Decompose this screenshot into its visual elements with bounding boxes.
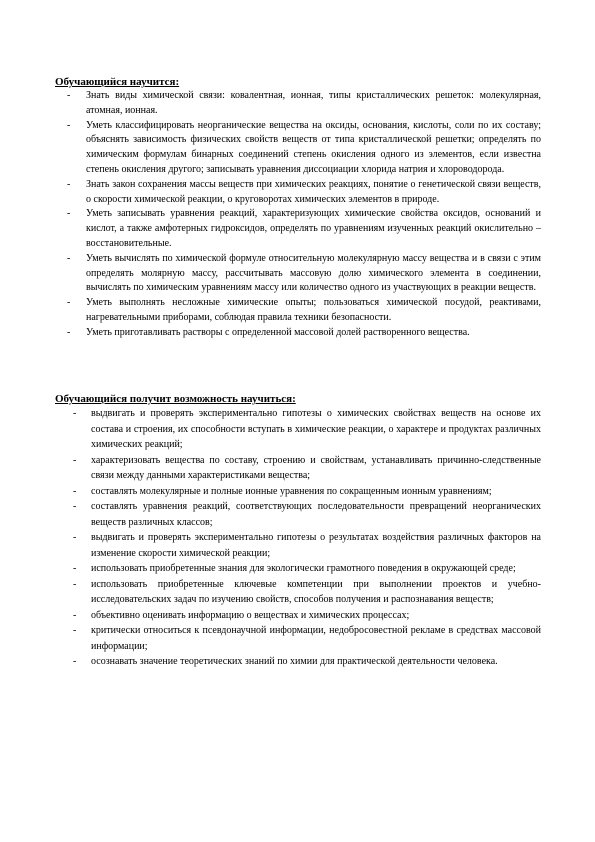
list-item-text: Уметь записывать уравнения реакций, характеризующих химические свойства оксидов, оснований и кислот, а также амфотерных гидроксидов, определять по уравнениям изученных реакций окислительно – восстановительные. — [86, 208, 541, 249]
list-item-text: выдвигать и проверять экспериментально гипотезы о химических свойствах веществ на основе их состава и строения, их способности вступать в химические реакции, о характере и продуктах различных химических реакций; — [91, 408, 541, 450]
outcomes-section-may-learn — [55, 392, 541, 670]
bullet-dash: - — [73, 485, 77, 497]
bullet-dash: - — [73, 408, 77, 419]
list-item-text: составлять молекулярные и полные ионные уравнения по сокращенным ионным уравнениям; — [91, 485, 492, 497]
bullet-dash: - — [73, 501, 77, 512]
bullet-dash: - — [67, 297, 71, 309]
list-item-text: критически относиться к псевдонаучной информации, недобросовестной рекламе в средствах массовой информации; — [91, 625, 541, 652]
list-item-text: характеризовать вещества по составу, строению и свойствам, устанавливать причинно-следственные связи между данными характеристиками вещества; — [91, 454, 541, 481]
bullet-dash: - — [67, 208, 71, 220]
list-item-text: составлять уравнения реакций, соответствующих последовательности превращений неорганических веществ различных классов; — [91, 501, 541, 528]
may-learn-list — [55, 406, 541, 670]
list-item-text: Уметь выполнять несложные химические опыты; пользоваться химической посудой, реактивами, нагревательными приборами, соблюдая правила техники безопасности. — [86, 297, 541, 323]
list-item-text: Знать виды химической связи: ковалентная, ионная, типы кристаллических решеток: молекулярная, атомная, ионная. — [86, 90, 541, 116]
outcomes-section-will-learn — [55, 75, 541, 341]
list-item — [55, 577, 541, 608]
list-item — [55, 453, 541, 484]
bullet-dash: - — [67, 119, 71, 131]
list-item-text: выдвигать и проверять экспериментально гипотезы о результатах воздействия различных факторов на изменение скорости химической реакции; — [91, 532, 541, 559]
list-item-text: осознавать значение теоретических знаний по химии для практической деятельности человека. — [91, 656, 498, 667]
bullet-dash: - — [73, 625, 77, 636]
bullet-dash: - — [73, 656, 77, 667]
list-item — [55, 623, 541, 654]
list-item — [55, 499, 541, 530]
list-item — [55, 178, 541, 208]
will-learn-list — [55, 89, 541, 341]
section-heading-will-learn: Обучающийся научится: — [55, 76, 180, 88]
list-item — [55, 484, 541, 500]
section-heading-may-learn: Обучающийся получит возможность научиться: — [55, 393, 296, 405]
list-item — [55, 119, 541, 178]
list-item — [55, 654, 541, 670]
list-item — [55, 326, 541, 341]
list-item — [55, 252, 541, 296]
bullet-dash: - — [73, 454, 77, 466]
bullet-dash: - — [67, 178, 71, 190]
list-item — [55, 406, 541, 453]
list-item — [55, 296, 541, 326]
bullet-dash: - — [73, 532, 77, 543]
list-item-text: Уметь вычислять по химической формуле относительную молекулярную массу вещества и в связи с этим определять молярную массу, рассчитывать массовую долю химического элемента в соединении, вычислять по химическим уравнениям массу или количество одного из участвующих в реакции веществ. — [86, 252, 541, 294]
bullet-dash: - — [73, 578, 77, 590]
list-item-text: использовать приобретенные знания для экологически грамотного поведения в окружающей среде; — [91, 563, 516, 574]
list-item — [55, 561, 541, 577]
list-item-text: использовать приобретенные ключевые компетенции при выполнении проектов и учебно-исследовательских задач по изучению свойств, способов получения и распознавания веществ; — [91, 578, 541, 605]
list-item — [55, 530, 541, 561]
bullet-dash: - — [73, 563, 77, 574]
list-item — [55, 608, 541, 624]
list-item — [55, 89, 541, 119]
bullet-dash: - — [73, 609, 77, 621]
list-item-text: Уметь приготавливать растворы с определенной массовой долей растворенного вещества. — [86, 326, 470, 338]
bullet-dash: - — [67, 326, 71, 338]
list-item-text: объективно оценивать информацию о веществах и химических процессах; — [91, 609, 410, 621]
bullet-dash: - — [67, 90, 71, 101]
list-item-text: Уметь классифицировать неорганические вещества на оксиды, основания, кислоты, соли по их составу; объяснять зависимость физических свойств веществ от типа кристаллической решетки; определять по химическим формулам бинарных соединений степень окисления одного из элементов, если известна степень окисления другого; записывать уравнения диссоциации хлорида натрия и хлороводорода. — [86, 119, 541, 175]
list-item — [55, 207, 541, 251]
bullet-dash: - — [67, 252, 71, 264]
list-item-text: Знать закон сохранения массы веществ при химических реакциях, понятие о генетической связи веществ, о скорости химической реакции, о круговоротах химических элементов в природе. — [86, 178, 541, 205]
